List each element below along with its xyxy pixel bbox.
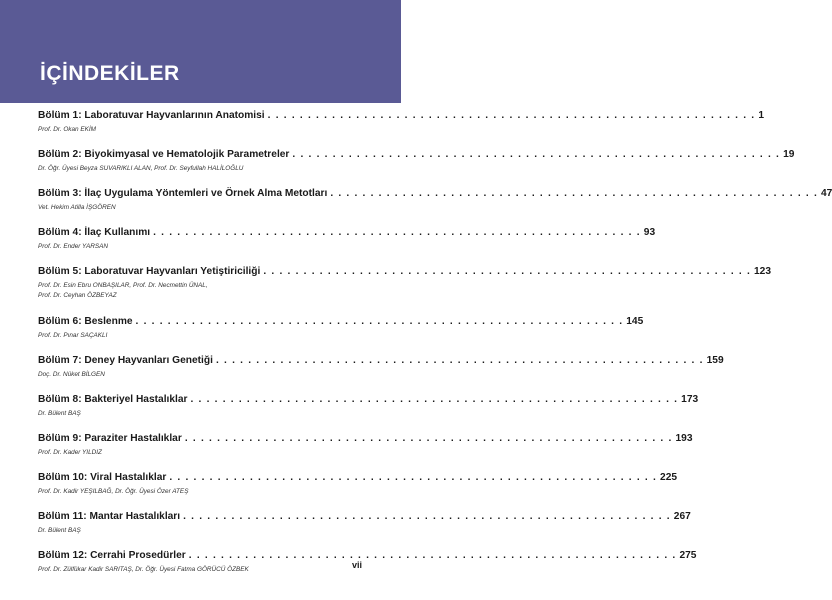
dot-leader: . . . . . . . . . . . . . . . . . . . . . . . . . . . . . . . . . . . . . . . . . . . . . . . . . . . . . . . . . . . . . [169, 472, 658, 483]
chapter-authors: Vet. Hekim Atilla İŞGÖREN [38, 204, 116, 211]
chapter-authors: Prof. Dr. Okan EKİM [38, 126, 97, 133]
toc-entry-title-line [38, 549, 697, 563]
page-number: vii [351, 560, 362, 570]
chapter-title: Bölüm 7: Deney Hayvanları Genetiği [38, 355, 213, 366]
chapter-title: Bölüm 12: Cerrahi Prosedürler [38, 550, 186, 561]
chapter-authors: Prof. Dr. Pınar SAÇAKLI [38, 332, 108, 339]
chapter-page-number: 267 [673, 511, 691, 522]
dot-leader: . . . . . . . . . . . . . . . . . . . . . . . . . . . . . . . . . . . . . . . . . . . . . . . . . . . . . . . . . . . . . [292, 149, 781, 160]
toc-entry[interactable] [38, 510, 691, 549]
chapter-title: Bölüm 5: Laboratuvar Hayvanları Yetiştiriciliği [38, 266, 261, 277]
chapter-page-number: 193 [675, 433, 693, 444]
chapter-authors: Prof. Dr. Kader YILDIZ [38, 449, 102, 456]
dot-leader: . . . . . . . . . . . . . . . . . . . . . . . . . . . . . . . . . . . . . . . . . . . . . . . . . . . . . . . . . . . . . [188, 550, 677, 561]
chapter-page-number: 19 [783, 149, 795, 160]
toc-entry[interactable] [38, 393, 699, 432]
chapter-page-number: 93 [643, 227, 656, 238]
chapter-page-number: 123 [754, 266, 772, 277]
dot-leader: . . . . . . . . . . . . . . . . . . . . . . . . . . . . . . . . . . . . . . . . . . . . . . . . . . . . . . . . . . . . . [184, 433, 673, 444]
dot-leader: . . . . . . . . . . . . . . . . . . . . . . . . . . . . . . . . . . . . . . . . . . . . . . . . . . . . . . . . . . . . . [267, 110, 756, 121]
toc-entry-title-line [38, 148, 795, 162]
toc-entry-title-line [38, 432, 693, 446]
chapter-title: Bölüm 10: Viral Hastalıklar [38, 472, 167, 483]
dot-leader: . . . . . . . . . . . . . . . . . . . . . . . . . . . . . . . . . . . . . . . . . . . . . . . . . . . . . . . . . . . . . [153, 227, 641, 238]
toc-entry[interactable] [38, 109, 764, 148]
toc-entry-title-line [38, 510, 691, 524]
toc-entry-title-line [38, 354, 724, 368]
toc-entry[interactable] [38, 549, 697, 588]
chapter-authors: Prof. Dr. Esin Ebru ONBAŞILAR, Prof. Dr. Necmettin ÜNAL, [38, 282, 208, 289]
toc-entry-title-line [38, 109, 764, 123]
table-of-contents [38, 109, 832, 588]
chapter-title: Bölüm 1: Laboratuvar Hayvanlarının Anatomisi [38, 110, 265, 121]
header-band [0, 0, 401, 103]
toc-entry-title-line [38, 393, 699, 407]
toc-entry[interactable] [38, 354, 724, 393]
chapter-title: Bölüm 4: İlaç Kullanımı [38, 227, 151, 238]
toc-entry[interactable] [38, 432, 693, 471]
dot-leader: . . . . . . . . . . . . . . . . . . . . . . . . . . . . . . . . . . . . . . . . . . . . . . . . . . . . . . . . . . . . . [215, 355, 704, 366]
page-title: İÇİNDEKİLER [40, 62, 180, 85]
chapter-title: Bölüm 9: Paraziter Hastalıklar [38, 433, 182, 444]
dot-leader: . . . . . . . . . . . . . . . . . . . . . . . . . . . . . . . . . . . . . . . . . . . . . . . . . . . . . . . . . . . . . [263, 266, 752, 277]
dot-leader: . . . . . . . . . . . . . . . . . . . . . . . . . . . . . . . . . . . . . . . . . . . . . . . . . . . . . . . . . . . . . [135, 316, 624, 327]
chapter-authors: Dr. Bülent BAŞ [38, 410, 81, 417]
toc-entry-title-line [38, 471, 678, 485]
toc-entry-title-line [38, 315, 644, 329]
toc-entry[interactable] [38, 187, 832, 226]
dot-leader: . . . . . . . . . . . . . . . . . . . . . . . . . . . . . . . . . . . . . . . . . . . . . . . . . . . . . . . . . . . . . [190, 394, 679, 405]
dot-leader: . . . . . . . . . . . . . . . . . . . . . . . . . . . . . . . . . . . . . . . . . . . . . . . . . . . . . . . . . . . . . [183, 511, 671, 522]
chapter-page-number: 275 [679, 550, 697, 561]
chapter-page-number: 225 [660, 472, 678, 483]
chapter-title: Bölüm 11: Mantar Hastalıkları [38, 511, 181, 522]
toc-entry[interactable] [38, 471, 678, 510]
chapter-title: Bölüm 3: İlaç Uygulama Yöntemleri ve Örnek Alma Metotları [38, 188, 328, 199]
chapter-authors: Prof. Dr. Ceyhan ÖZBEYAZ [38, 292, 117, 299]
chapter-authors: Prof. Dr. Kadir YEŞILBAĞ, Dr. Öğr. Üyesi Özer ATEŞ [38, 488, 189, 495]
chapter-authors: Doç. Dr. Nüket BİLGEN [38, 371, 105, 378]
chapter-title: Bölüm 2: Biyokimyasal ve Hematolojik Parametreler [38, 149, 290, 160]
toc-entry[interactable] [38, 148, 795, 187]
chapter-page-number: 173 [681, 394, 699, 405]
toc-entry[interactable] [38, 315, 644, 354]
dot-leader: . . . . . . . . . . . . . . . . . . . . . . . . . . . . . . . . . . . . . . . . . . . . . . . . . . . . . . . . . . . . . [330, 188, 818, 199]
chapter-page-number: 1 [758, 110, 764, 121]
chapter-authors: Prof. Dr. Zülfükar Kadir SARITAŞ, Dr. Öğr. Üyesi Fatma GÖRÜCÜ ÖZBEK [38, 566, 249, 573]
chapter-authors: Dr. Öğr. Üyesi Beyza SUVARIKLI ALAN, Prof. Dr. Seyfullah HALİLOĞLU [38, 165, 244, 172]
chapter-authors: Prof. Dr. Ender YARSAN [38, 243, 108, 250]
chapter-authors: Dr. Bülent BAŞ [38, 527, 81, 534]
toc-entry[interactable] [38, 226, 656, 265]
toc-entry-title-line [38, 265, 772, 279]
toc-entry-title-line [38, 187, 832, 201]
toc-entry-title-line [38, 226, 656, 240]
chapter-title: Bölüm 6: Beslenme [38, 316, 133, 327]
chapter-page-number: 159 [706, 355, 724, 366]
toc-entry[interactable] [38, 265, 772, 315]
chapter-title: Bölüm 8: Bakteriyel Hastalıklar [38, 394, 188, 405]
chapter-page-number: 145 [626, 316, 644, 327]
chapter-page-number: 47 [821, 188, 832, 199]
